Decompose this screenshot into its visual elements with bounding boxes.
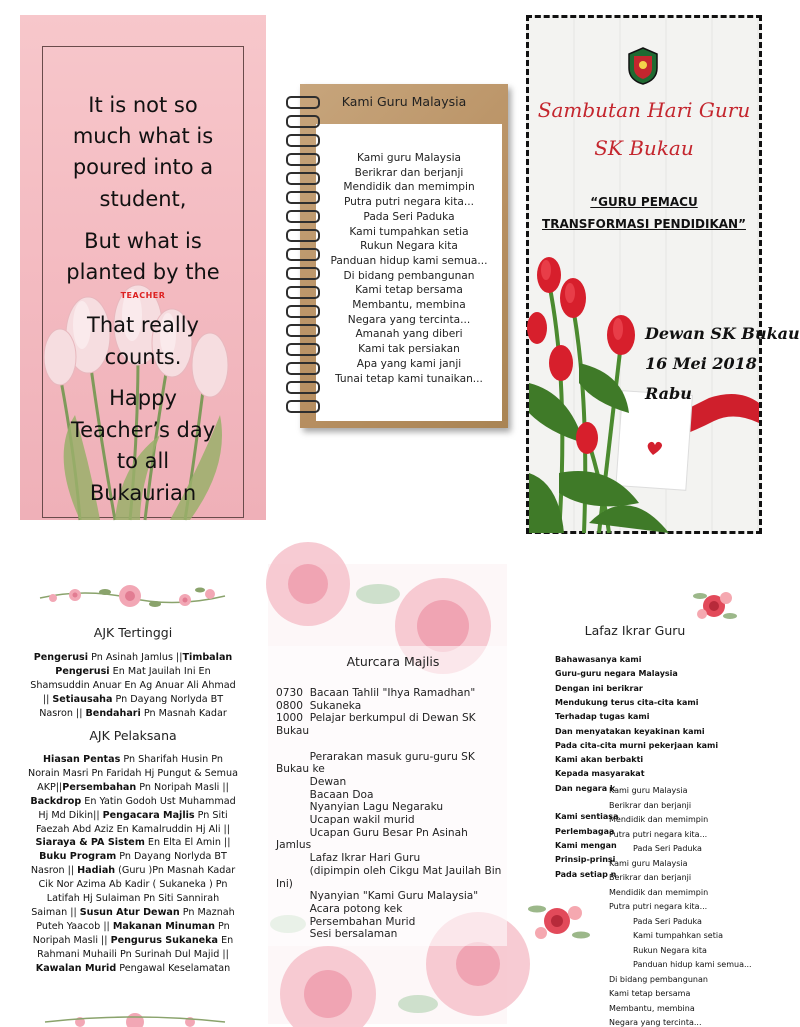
song-line: Pada Seri Paduka: [633, 916, 702, 926]
ajk-line: [14, 892, 252, 906]
lyric-line: Rukun Negara kita: [360, 240, 458, 253]
event-date: 16 Mei 2018: [645, 354, 757, 373]
ajk-names: ||: [42, 693, 53, 705]
quote-line: That really: [87, 313, 199, 337]
lyric-line: Kami tumpahkan setia: [349, 225, 469, 238]
song-line: Negara yang tercinta...: [609, 1018, 702, 1027]
pledge-line: Kami akan berbakti: [555, 755, 644, 765]
song-line: Putra putri negara kita...: [609, 902, 708, 911]
pledge-line: Mendukung terus cita-cita kami: [555, 697, 699, 707]
ajk-role: Pengurus Sukaneka: [110, 934, 219, 946]
pledge-line: Dan negara k: [555, 783, 616, 793]
pledge-line: Kami mengan: [555, 840, 617, 850]
ajk-line: [14, 665, 252, 679]
lyric-line: Berikrar dan berjanji: [354, 166, 464, 179]
spiral-ring: [286, 248, 320, 261]
ajk-role: Buku Program: [39, 851, 117, 863]
song-line: Berikrar dan berjanji: [609, 873, 692, 882]
ajk-line: [14, 906, 252, 920]
cover-tagline: “GURU PEMACU: [590, 195, 698, 209]
ajk-role: Bendahari: [85, 707, 141, 719]
quote-line: to all: [116, 449, 170, 473]
aturcara-item: Perarakan masuk guru-guru SK: [276, 750, 475, 763]
ajk-names: Pn Masnah Kadar: [140, 707, 227, 719]
quote-line: Happy: [109, 386, 177, 410]
spiral-ring: [286, 96, 320, 109]
ajk-line: [14, 651, 252, 665]
lyric-line: Kami tak persiakan: [358, 343, 460, 356]
lyric-line: Panduan hidup kami semua...: [330, 254, 488, 267]
spiral-ring: [286, 172, 320, 185]
song-line: Berikrar dan berjanji: [609, 800, 692, 810]
lyric-line: Tunai tetap kami tunaikan...: [335, 372, 483, 385]
song-line: Panduan hidup kami semua...: [633, 960, 752, 969]
spiral-ring: [286, 381, 320, 394]
floral-divider-top: [35, 580, 230, 612]
event-venue: Dewan SK Bukau: [645, 324, 800, 343]
ajk-names: Cik Nor Azima Ab Kadir ( Sukaneka ) Pn: [38, 879, 228, 891]
cover-subtitle: SK Bukau: [594, 136, 694, 160]
aturcara-item: 0800 Sukaneka: [276, 699, 362, 712]
ajk-role: Siaraya & PA Sistem: [35, 837, 145, 849]
ajk-line: [14, 679, 252, 693]
pledge-line: Dan menyatakan keyakinan kami: [555, 726, 705, 736]
spiral-ring: [286, 267, 320, 280]
song-line: Kami tetap bersama: [609, 989, 691, 998]
lyric-line: Putra putri negara kita...: [343, 196, 475, 209]
song-line: Mendidik dan memimpin: [609, 815, 709, 824]
ajk-line: [14, 795, 252, 809]
event-day: Rabu: [645, 384, 692, 403]
quote-line: But what is: [84, 229, 202, 253]
ajk-line: [14, 948, 252, 962]
quote-line: counts.: [104, 345, 182, 369]
quote-line: poured into a: [72, 155, 214, 179]
lyric-line: Apa yang kami janji: [356, 357, 462, 370]
song-line: Kami guru Malaysia: [609, 786, 688, 795]
aturcara-panel: [268, 564, 507, 1024]
ajk-names: Nasron ||: [39, 707, 86, 719]
aturcara-item: Ini): [276, 877, 293, 890]
quote-line: Teacher’s day: [70, 418, 216, 442]
ajk-line: [14, 823, 252, 837]
ajk-role: Pengerusi: [33, 652, 89, 663]
spiral-ring: [286, 115, 320, 128]
lyric-line: Kami tetap bersama: [355, 284, 463, 297]
lyric-line: Negara yang tercinta...: [347, 313, 471, 326]
spiral-ring: [286, 286, 320, 299]
lyric-line: Di bidang pembangunan: [343, 269, 475, 282]
aturcara-item: Bukau ke: [276, 763, 325, 776]
aturcara-item: Sesi bersalaman: [276, 928, 398, 941]
aturcara-item: Bacaan Doa: [276, 788, 374, 801]
ajk-line: [14, 781, 252, 795]
ajk-role: Hiasan Pentas: [43, 754, 121, 765]
spiral-ring: [286, 305, 320, 318]
pledge-line: Prinsip-prinsi: [555, 855, 616, 865]
song-line: Kami tumpahkan setia: [633, 931, 723, 940]
ajk-line: [14, 962, 252, 976]
aturcara-item: Nyanyian "Kami Guru Malaysia": [276, 890, 479, 903]
rose-decoration-middle: [527, 893, 593, 949]
quote-line: much what is: [72, 124, 214, 148]
rose-decoration-top: [690, 584, 740, 626]
school-crest-icon: [626, 46, 660, 86]
ajk-names: Pn Dayang Norlyda BT: [112, 693, 224, 705]
pledge-line: Dengan ini berikrar: [555, 683, 643, 693]
song-line: Putra putri negara kita...: [609, 829, 708, 839]
spiral-ring: [286, 229, 320, 242]
quote-line: It is not so: [88, 93, 198, 117]
ajk-names: Pengawal Keselamatan: [116, 962, 231, 974]
ajk-names: Saiman ||: [31, 906, 80, 918]
aturcara-item: 0730 Bacaan Tahlil "Ihya Ramadhan": [276, 687, 476, 699]
cover-tagline: TRANSFORMASI PENDIDIKAN”: [542, 217, 746, 231]
ajk-names: Pn Asinah Jamlus ||: [88, 652, 183, 663]
aturcara-item: Lafaz Ikrar Hari Guru: [276, 852, 421, 865]
spiral-ring: [286, 343, 320, 356]
aturcara-title: Aturcara Majlis: [346, 654, 440, 669]
lyric-line: Amanah yang diberi: [355, 328, 463, 341]
spiral-ring: [286, 191, 320, 204]
aturcara-item: Ucapan wakil murid: [276, 814, 415, 826]
song-line: Rukun Negara kita: [633, 945, 707, 955]
pledge-line: Terhadap tugas kami: [555, 712, 650, 722]
lyric-line: Membantu, membina: [352, 299, 466, 311]
ajk-names: Pn Dayang Norlyda BT: [116, 851, 227, 863]
ajk-line: [14, 753, 252, 767]
ajk-names: Noripah Masli ||: [32, 934, 111, 946]
aturcara-item: Persembahan Murid: [276, 915, 416, 928]
ajk-names: Rahmani Muhaili Pn Surinah Dul Majid ||: [37, 948, 229, 960]
notebook: [300, 84, 508, 428]
ajk-line: [14, 878, 252, 892]
aturcara-item: Ucapan Guru Besar Pn Asinah: [276, 826, 468, 839]
ajk-tertinggi-text: [14, 651, 252, 721]
pledge-line: Pada cita-cita murni pekerjaan kami: [555, 740, 719, 750]
lyric-line: Kami guru Malaysia: [356, 152, 462, 164]
spiral-ring: [286, 210, 320, 223]
pledge-line: Kepada masyarakat: [555, 769, 645, 779]
ajk-line: [14, 850, 252, 864]
quote-line: student,: [99, 187, 187, 211]
ajk-line: [14, 934, 252, 948]
aturcara-item: Dewan: [276, 775, 347, 788]
spiral-ring: [286, 153, 320, 166]
aturcara-item: Nyanyian Lagu Negaraku: [276, 801, 444, 814]
ajk-names: En Elta El Amin ||: [144, 837, 231, 849]
ajk-role: Backdrop: [30, 795, 82, 807]
pledge-line: Pada setiap n: [555, 869, 617, 879]
ajk-role: Makanan Minuman: [112, 920, 215, 932]
pledge-line: Bahawasanya kami: [555, 655, 642, 664]
aturcara-item: Jamlus: [276, 839, 312, 852]
ajk-names: Pn Sharifah Husin Pn: [120, 754, 223, 765]
ajk-names: Faezah Abd Aziz En Kamalruddin Hj Ali ||: [35, 823, 231, 835]
notebook-title: Kami Guru Malaysia: [341, 94, 467, 109]
ajk-role: Setiausaha: [52, 693, 113, 705]
ajk-names: Nasron ||: [30, 865, 78, 877]
ajk-names: Hj Md Dikin||: [38, 809, 103, 821]
lyric-line: Mendidik dan memimpin: [343, 181, 475, 194]
ajk-names: (Guru )Pn Masnah Kadar: [115, 865, 236, 877]
ajk-tertinggi-title: AJK Tertinggi: [93, 625, 173, 640]
tulip-bouquet-illustration: [529, 243, 759, 533]
ajk-names: Pn Noripah Masli ||: [136, 781, 229, 793]
aturcara-item: Bukau: [276, 725, 310, 738]
ajk-role: Kawalan Murid: [35, 962, 117, 974]
ajk-names: Pn Maznah: [179, 906, 235, 918]
ajk-line: [14, 836, 252, 850]
ajk-role: Timbalan: [182, 652, 233, 663]
ajk-names: En Yatin Godoh Ust Muhammad: [81, 795, 236, 807]
quote-card: [20, 15, 266, 520]
quote-line: Bukaurian: [89, 481, 197, 505]
ajk-names: Latifah Hj Sulaiman Pn Siti Sannirah: [46, 893, 220, 905]
spiral-ring: [286, 134, 320, 147]
ajk-role: Susun Atur Dewan: [79, 906, 180, 918]
ajk-pelaksana-text: [14, 753, 252, 976]
song-line: Di bidang pembangunan: [609, 974, 708, 984]
ajk-names: Shamsuddin Anuar En Ag Anuar Ali Ahmad: [30, 679, 236, 691]
song-line: Kami guru Malaysia: [609, 858, 688, 868]
aturcara-item: Acara potong kek: [276, 902, 403, 915]
ajk-role: Persembahan: [62, 781, 137, 793]
ajk-line: [14, 809, 252, 823]
ajk-names: AKP||: [37, 781, 63, 793]
ajk-names: Norain Masri Pn Faridah Hj Pungut & Semua: [28, 767, 238, 779]
spiral-ring: [286, 324, 320, 337]
ajk-names: Pn Siti: [194, 809, 228, 821]
ajk-role: Pengerusi: [55, 665, 110, 677]
ajk-line: [14, 767, 252, 781]
ajk-role: Pengacara Majlis: [102, 809, 195, 821]
ajk-line: [14, 920, 252, 934]
aturcara-item: 1000 Pelajar berkumpul di Dewan SK: [276, 712, 476, 725]
ajk-names: Puteh Yaacob ||: [36, 920, 113, 932]
aturcara-item: (dipimpin oleh Cikgu Mat Jauilah Bin: [276, 864, 502, 877]
ajk-pelaksana-title: AJK Pelaksana: [89, 728, 177, 743]
song-line: Pada Seri Paduka: [633, 844, 702, 853]
event-cover: [526, 15, 800, 534]
ajk-line: [14, 693, 252, 707]
floral-divider-bottom: [40, 1008, 230, 1024]
spiral-ring: [286, 362, 320, 375]
ajk-line: [14, 707, 252, 721]
ajk-line: [14, 864, 252, 878]
cover-title: Sambutan Hari Guru: [537, 98, 751, 122]
song-line: Mendidik dan memimpin: [609, 887, 709, 897]
song-line: Membantu, membina: [609, 1003, 695, 1013]
pledge-line: Guru-guru negara Malaysia: [555, 669, 678, 679]
quote-line: planted by the: [66, 260, 220, 284]
ajk-names: Pn: [215, 920, 230, 932]
teacher-tag: TEACHER: [120, 291, 166, 300]
ajk-names: En: [218, 934, 234, 946]
ajk-role: Hadiah: [77, 865, 116, 877]
ajk-names: En Mat Jauilah Ini En: [109, 665, 211, 677]
lafaz-title: Lafaz Ikrar Guru: [584, 623, 686, 638]
pledge-line: Kami sentiasa: [555, 812, 619, 822]
lyric-line: Pada Seri Paduka: [363, 210, 455, 223]
pledge-line: Perlembagaa: [555, 826, 615, 836]
spiral-ring: [286, 400, 320, 413]
